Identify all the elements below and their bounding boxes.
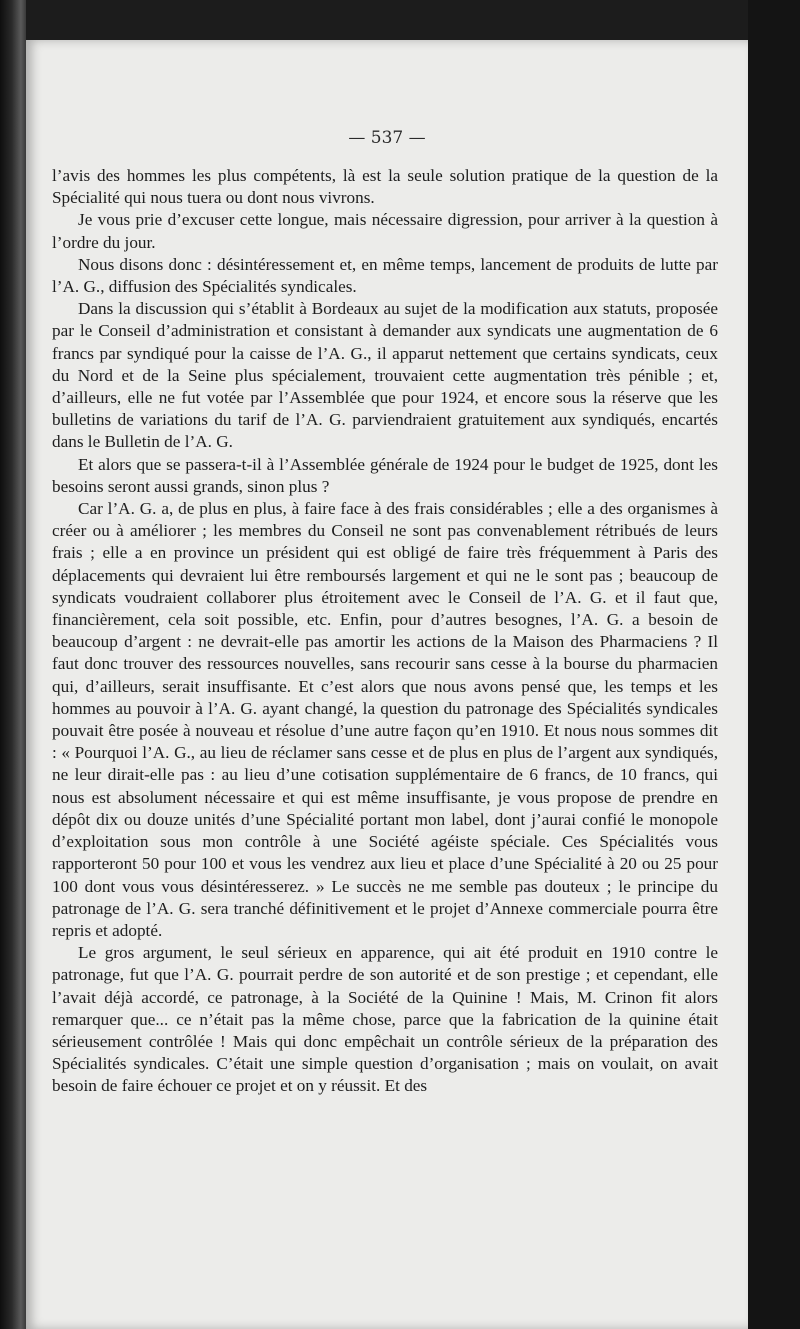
- page-number: — 537 —: [348, 128, 426, 148]
- dark-background-strip: [748, 0, 800, 1329]
- paragraph-3: Nous disons donc : désintéressement et, en même temps, lancement de produits de lutte par l’A. G., diffusion des Spécialités syndicales.: [52, 254, 718, 297]
- paragraph-4: Dans la discussion qui s’établit à Bordeaux au sujet de la modification aux statuts, proposée par le Conseil d’administration et consistant à demander aux syndicats une augmentation de 6 francs par syndiqué pour la caisse de l’A. G., il apparut nettement que certains syndicats, ceux du Nord et de la Seine plus spécialement, trouvaient cette augmentation très pénible ; et, d’ailleurs, elle ne fut votée par l’Assemblée que pour 1924, et encore sous la réserve que les bulletins de variations du tarif de l’A. G. parviendraient gratuitement aux syndiqués, encartés dans le Bulletin de l’A. G.: [52, 299, 718, 452]
- body-text: [52, 165, 718, 1098]
- book-binding-edge: [0, 0, 26, 1329]
- paragraph-7: Le gros argument, le seul sérieux en apparence, qui ait été produit en 1910 contre le patronage, fut que l’A. G. pourrait perdre de son autorité et de son prestige ; et cependant, elle l’avait déjà accordé, ce patronage, à la Société de la Quinine ! Mais, M. Crinon fit alors remarquer que... ce n’était pas la même chose, parce que la fabrication de la quinine était sérieusement contrôlée ! Mais qui donc empêchait un contrôle sérieux de la préparation des Spécialités syndicales. C’était une simple question d’organisation ; mais on voulait, on avait besoin de faire échouer ce projet et on y réussit. Et des: [52, 943, 718, 1096]
- paragraph-1: l’avis des hommes les plus compétents, là est la seule solution pratique de la question de la Spécialité qui nous tuera ou dont nous vivrons.: [52, 166, 718, 208]
- paragraph-6: Car l’A. G. a, de plus en plus, à faire face à des frais considérables ; elle a des organismes à créer ou à améliorer ; les membres du Conseil ne sont pas convenablement rétribués de leurs frais ; elle a en province un président qui est obligé de faire très fréquemment à Paris des déplacements qui devraient lui être remboursés largement et qui ne le sont pas ; beaucoup de syndicats voudraient collaborer plus étroitement avec le Conseil de l’A. G. et il faut que, financièrement, cela soit possible, etc. Enfin, pour d’autres besognes, l’A. G. a besoin de beaucoup d’argent : ne devrait-elle pas amortir les actions de la Maison des Pharmaciens ? Il faut donc trouver des ressources nouvelles, sans recourir sans cesse à la bourse du pharmacien qui, d’ailleurs, serait insuffisante. Et c’est alors que nous avons pensé que, les temps et les hommes au pouvoir à l’A. G. ayant changé, la question du patronage des Spécialités syndicales pouvait être posée à nouveau et résolue d’une autre façon qu’en 1910. Et nous nous sommes dit : « Pourquoi l’A. G., au lieu de réclamer sans cesse et de plus en plus de l’argent aux syndiqués, ne leur dirait-elle pas : au lieu d’une cotisation supplémentaire de 6 francs, de 10 francs, qui nous est absolument nécessaire et qui est même insuffisante, je vous propose de prendre en dépôt dix ou douze unités d’une Spécialité portant mon label, dont j’aurai confié le monopole d’exploitation sous mon contrôle à une Société agéiste spéciale. Ces Spécialités vous rapporteront 50 pour 100 et vous les vendrez aux lieu et place d’une Spécialité à 20 ou 25 pour 100 dont vous vous désintéresserez. » Le succès ne me semble pas douteux ; le principe du patronage de l’A. G. sera tranché définitivement et le projet d’Annexe commerciale pourra être repris et adopté.: [52, 499, 718, 940]
- book-page: [26, 40, 748, 1329]
- paragraph-2: Je vous prie d’excuser cette longue, mais nécessaire digression, pour arriver à la question à l’ordre du jour.: [52, 210, 718, 252]
- paragraph-5: Et alors que se passera-t-il à l’Assemblée générale de 1924 pour le budget de 1925, dont les besoins seront aussi grands, sinon plus ?: [52, 454, 718, 496]
